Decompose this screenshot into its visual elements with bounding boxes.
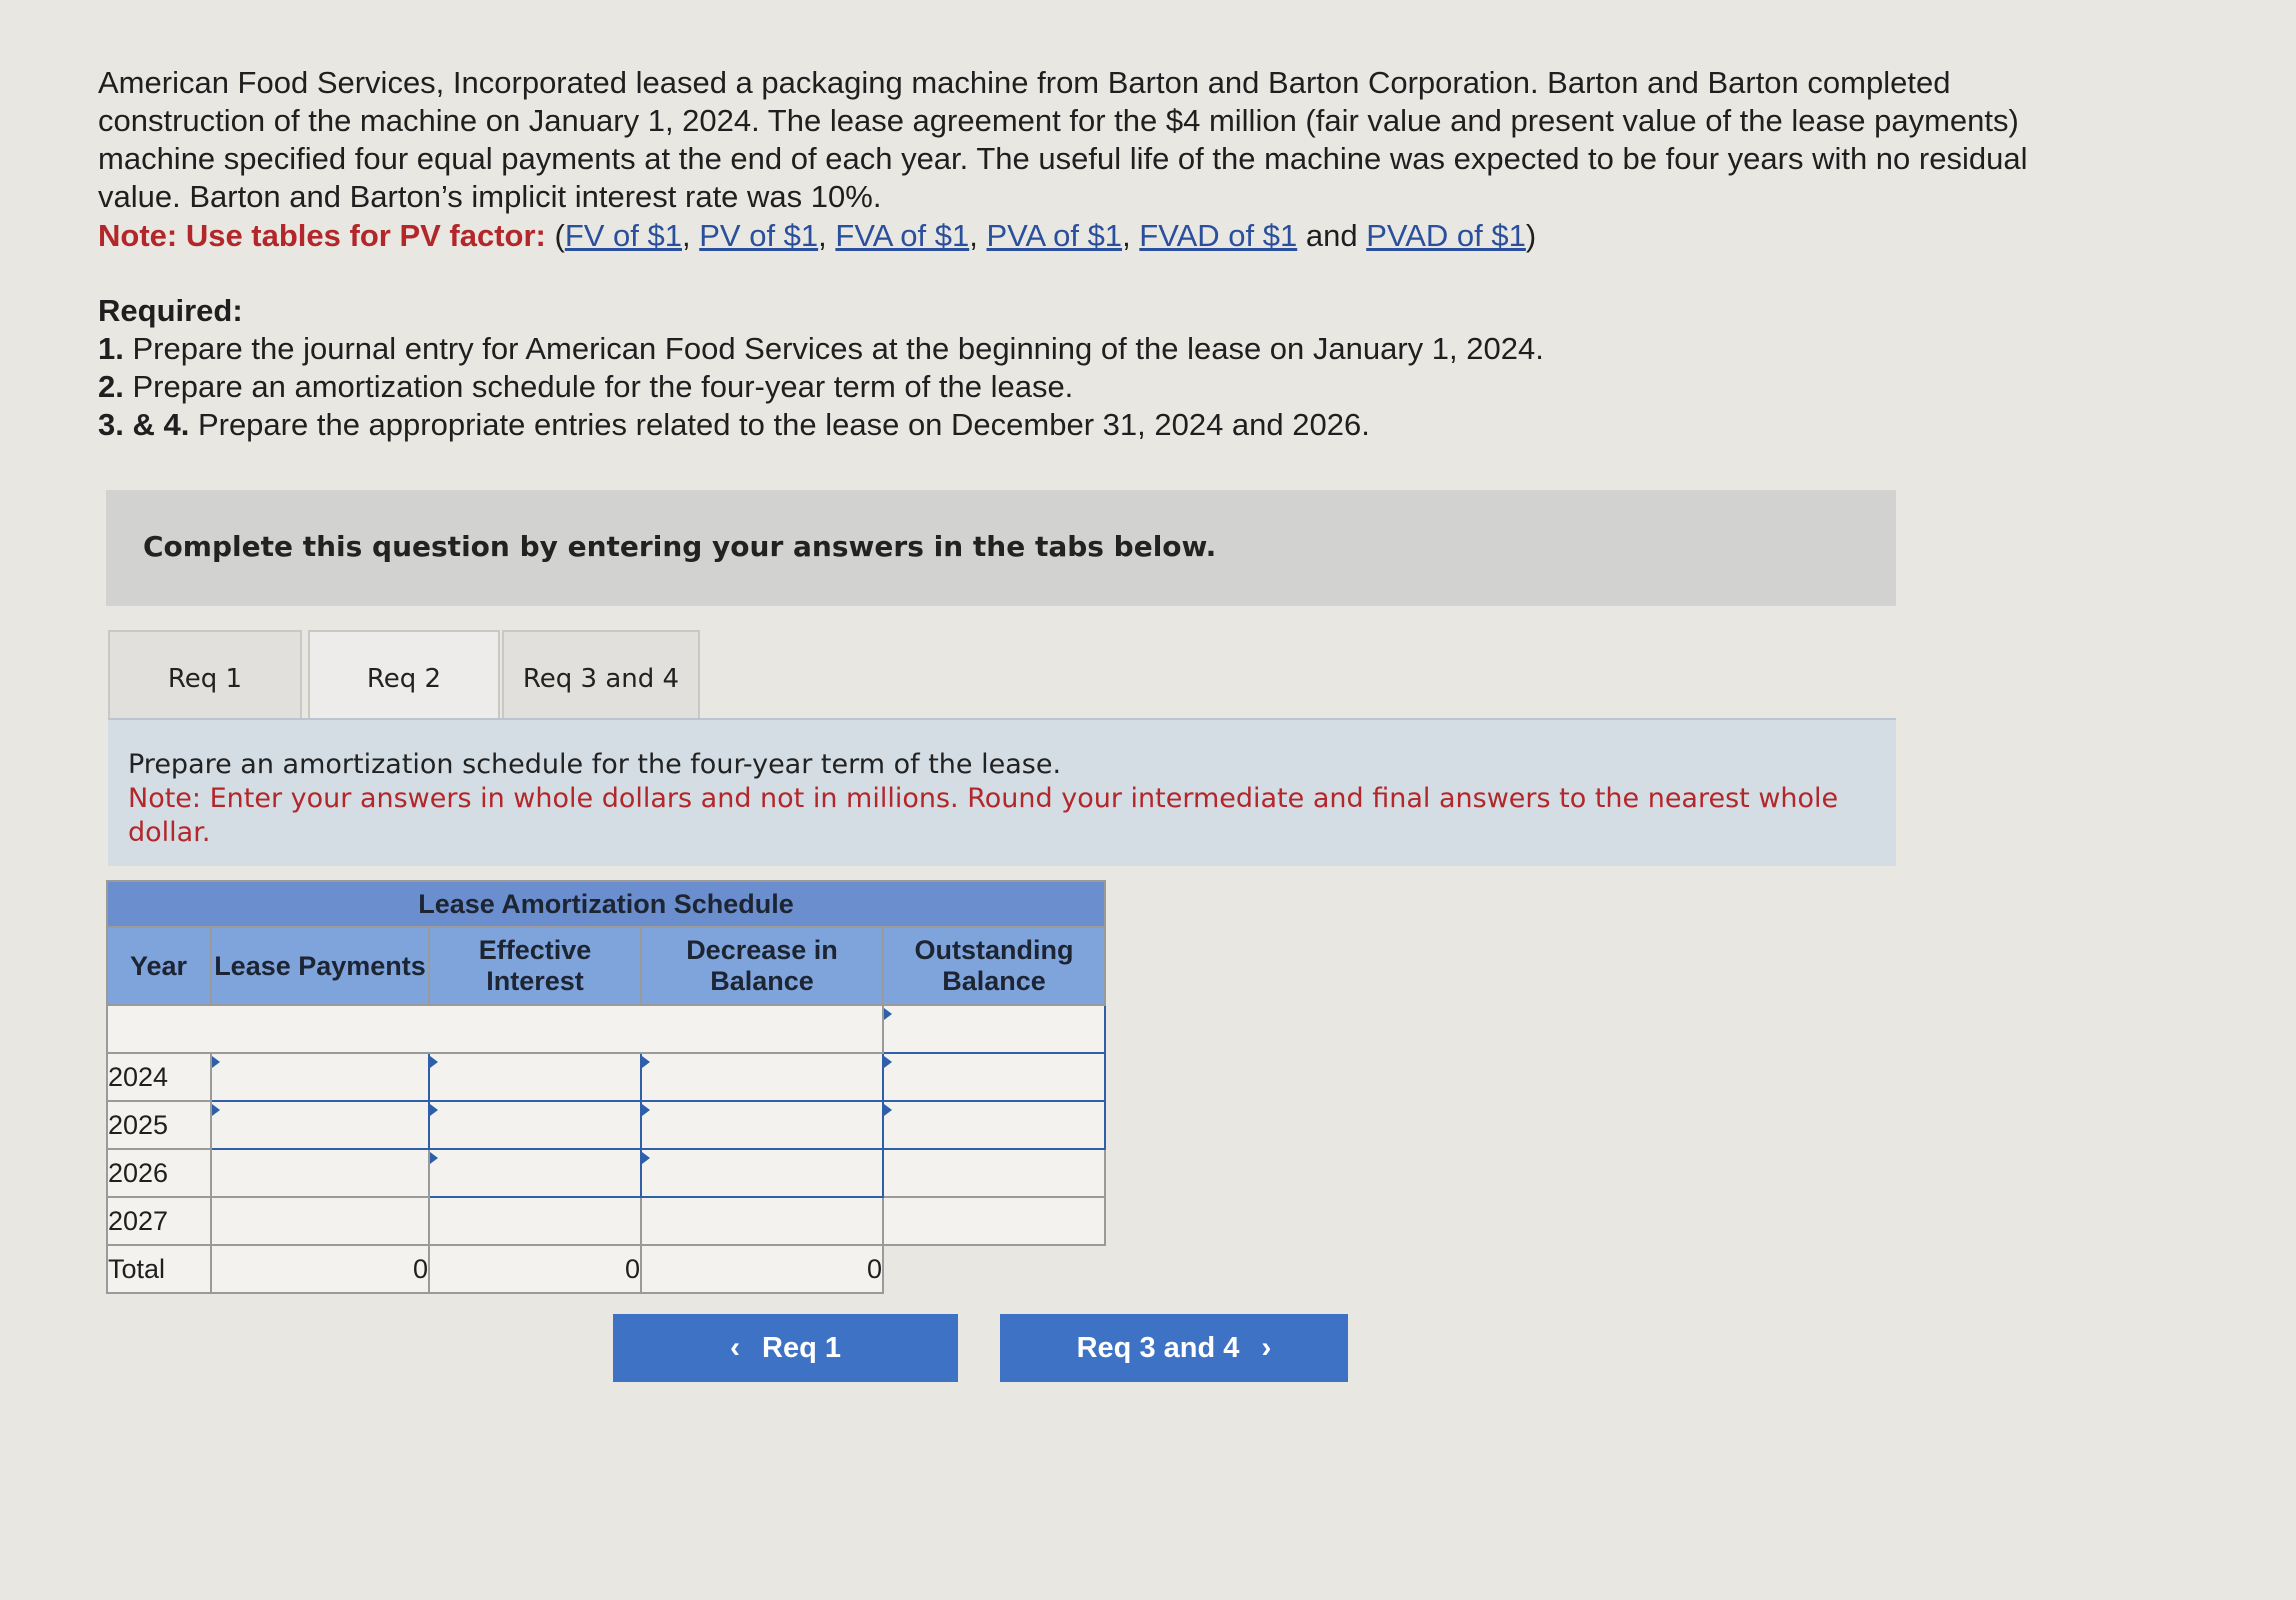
- banner-text: Complete this question by entering your answers in the tabs below.: [143, 530, 1217, 563]
- outstanding-balance-2026-cell: [883, 1149, 1105, 1197]
- link-pvad-of-1[interactable]: PVAD of $1: [1366, 218, 1526, 253]
- total-label: Total: [107, 1245, 211, 1293]
- outstanding-balance-initial-input[interactable]: [883, 1005, 1105, 1053]
- next-button-label: Req 3 and 4: [1076, 1331, 1240, 1364]
- pv-factor-note: Note: Use tables for PV factor: (FV of $1, PV of $1, FVA of $1, PVA of $1, FVAD of $1 and PVAD of $1): [98, 218, 1537, 253]
- required-item-3: 3. & 4. Prepare the appropriate entries related to the lease on December 31, 2024 and 2026.: [98, 407, 1370, 442]
- decrease-balance-2026-input[interactable]: [641, 1149, 883, 1197]
- table-row: [107, 1197, 1105, 1245]
- link-pv-of-1[interactable]: PV of $1: [699, 218, 819, 253]
- instruction-note: Note: Enter your answers in whole dollars and not in millions. Round your intermediate and final answers to the nearest whole dollar.: [128, 783, 1839, 848]
- next-req-3-and-4-button[interactable]: [1000, 1314, 1348, 1382]
- link-pva-of-1[interactable]: PVA of $1: [986, 218, 1123, 253]
- year-cell: 2025: [107, 1101, 211, 1149]
- required-heading: Required:: [98, 293, 243, 328]
- total-empty-cell: [883, 1245, 1105, 1293]
- chevron-left-icon: ‹: [730, 1331, 740, 1364]
- table-row-total: [107, 1245, 1105, 1293]
- total-effective-interest: 0: [429, 1245, 641, 1293]
- lease-amortization-table: [106, 880, 1106, 1294]
- table-title: Lease Amortization Schedule: [107, 881, 1105, 927]
- table-row: [107, 1101, 1105, 1149]
- decrease-balance-2027-cell: [641, 1197, 883, 1245]
- col-header-decrease-in-balance: Decrease in Balance: [641, 927, 883, 1005]
- required-item-2: 2. Prepare an amortization schedule for the four-year term of the lease.: [98, 369, 1074, 404]
- tab-instructions: [108, 718, 1896, 866]
- outstanding-balance-2027-cell: [883, 1197, 1105, 1245]
- tab-req-3-and-4[interactable]: Req 3 and 4: [502, 630, 700, 726]
- outstanding-balance-2024-input[interactable]: [883, 1053, 1105, 1101]
- prev-req-1-button[interactable]: [613, 1314, 958, 1382]
- decrease-balance-2025-input[interactable]: [641, 1101, 883, 1149]
- effective-interest-2024-input[interactable]: [429, 1053, 641, 1101]
- link-fva-of-1[interactable]: FVA of $1: [835, 218, 970, 253]
- problem-statement: [98, 64, 2098, 444]
- link-fvad-of-1[interactable]: FVAD of $1: [1139, 218, 1298, 253]
- initial-row-blank: [107, 1005, 883, 1053]
- year-cell: 2027: [107, 1197, 211, 1245]
- link-fv-of-1[interactable]: FV of $1: [564, 218, 682, 253]
- effective-interest-2027-cell: [429, 1197, 641, 1245]
- col-header-effective-interest: Effective Interest: [429, 927, 641, 1005]
- lease-payment-2027-cell: [211, 1197, 429, 1245]
- tab-req-2[interactable]: Req 2: [308, 630, 500, 726]
- note-label: Note: Use tables for PV factor:: [98, 218, 546, 253]
- chevron-right-icon: ›: [1261, 1331, 1272, 1364]
- total-decrease-in-balance: 0: [641, 1245, 883, 1293]
- required-section: [98, 292, 2098, 444]
- instructions-banner: [106, 490, 1896, 606]
- year-cell: 2026: [107, 1149, 211, 1197]
- total-lease-payments: 0: [211, 1245, 429, 1293]
- tab-req-1[interactable]: Req 1: [108, 630, 302, 726]
- required-item-1: 1. Prepare the journal entry for American Food Services at the beginning of the lease on January 1, 2024.: [98, 331, 1544, 366]
- lease-payment-2025-input[interactable]: [211, 1101, 429, 1149]
- col-header-year: Year: [107, 927, 211, 1005]
- lease-payment-2024-input[interactable]: [211, 1053, 429, 1101]
- year-cell: 2024: [107, 1053, 211, 1101]
- lease-payment-2026-cell: [211, 1149, 429, 1197]
- col-header-lease-payments: Lease Payments: [211, 927, 429, 1005]
- table-row: [107, 1053, 1105, 1101]
- table-row-initial: [107, 1005, 1105, 1053]
- effective-interest-2025-input[interactable]: [429, 1101, 641, 1149]
- prev-button-label: Req 1: [762, 1331, 841, 1364]
- col-header-outstanding-balance: Outstanding Balance: [883, 927, 1105, 1005]
- instruction-text: Prepare an amortization schedule for the four-year term of the lease.: [128, 749, 1062, 780]
- table-row: [107, 1149, 1105, 1197]
- effective-interest-2026-input[interactable]: [429, 1149, 641, 1197]
- problem-paragraph: American Food Services, Incorporated leased a packaging machine from Barton and Barton Corporation. Barton and Barton completed construction of the machine on January 1, 2024. The lease agreement for the $4 million (fair value and present value of the lease payments) machine specified four equal payments at the end of each year. The useful life of the machine was expected to be four years with no residual value. Barton and Barton’s implicit interest rate was 10%.: [98, 65, 2028, 214]
- outstanding-balance-2025-input[interactable]: [883, 1101, 1105, 1149]
- decrease-balance-2024-input[interactable]: [641, 1053, 883, 1101]
